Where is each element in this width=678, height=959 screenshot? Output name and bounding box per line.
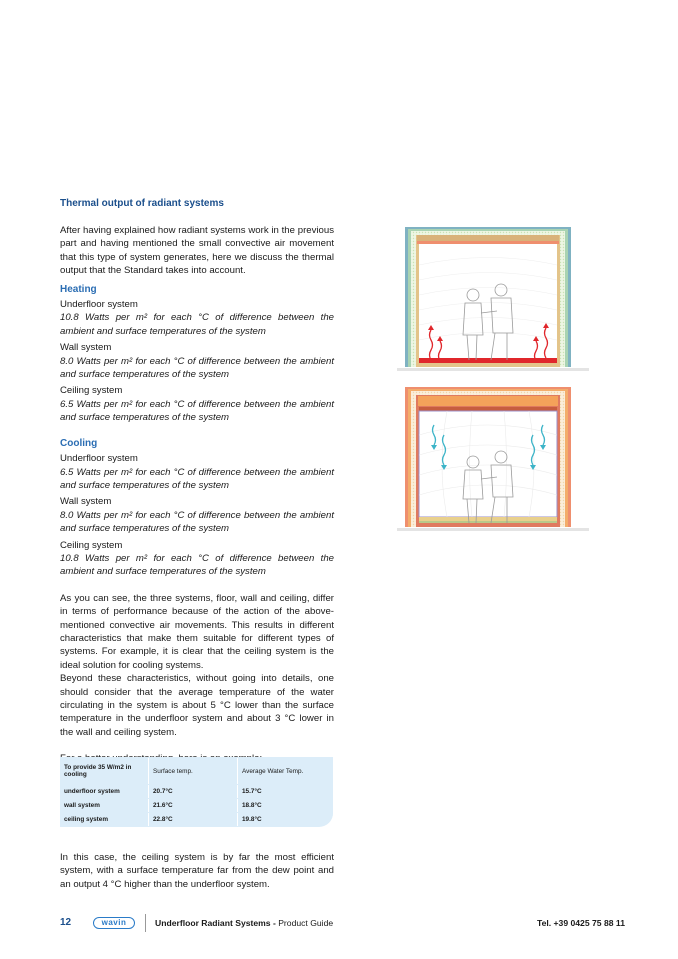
document-title-bold: Underfloor Radiant Systems - bbox=[155, 918, 279, 928]
example-table bbox=[60, 757, 333, 827]
table-cell: 18.8°C bbox=[238, 799, 333, 812]
conclusion-paragraph: In this case, the ceiling system is by far the most efficient system, with a surface temperature far from the dew point and an output 4 °C higher than the underfloor system. bbox=[60, 852, 334, 890]
body-paragraph-1: As you can see, the three systems, floor, wall and ceiling, differ in terms of performance because of the action of the above-mentioned convective air movements. This results in different characteristics that make them suitable for different types of systems. For example, it is clear that the ceiling system is the ideal solution for cooling systems. bbox=[60, 592, 334, 671]
heating-wall-desc: 8.0 Watts per m² for each °C of difference between the ambient and surface temperatures of the system bbox=[60, 355, 334, 381]
footer-divider bbox=[145, 914, 146, 932]
document-title bbox=[155, 918, 333, 928]
table-cell: wall system bbox=[60, 799, 149, 812]
cooling-underfloor-name: Underfloor system bbox=[60, 453, 138, 465]
table-header-row bbox=[60, 758, 333, 784]
table-header-cell: Surface temp. bbox=[149, 758, 238, 784]
table-row bbox=[60, 785, 333, 798]
table-cell: 20.7°C bbox=[149, 785, 238, 798]
table-header-cell: To provide 35 W/m2 in cooling bbox=[60, 758, 149, 784]
heating-underfloor-name: Underfloor system bbox=[60, 299, 138, 311]
heating-ceiling-name: Ceiling system bbox=[60, 385, 123, 397]
intro-paragraph: After having explained how radiant systems work in the previous part and having mentioned the small convective air movement that this type of system generates, here we discuss the thermal output that the Standard takes into account. bbox=[60, 225, 334, 277]
page-footer bbox=[60, 917, 625, 931]
table-cell: underfloor system bbox=[60, 785, 149, 798]
cooling-underfloor-desc: 6.5 Watts per m² for each °C of difference between the ambient and surface temperatures of the system bbox=[60, 466, 334, 491]
heating-wall-name: Wall system bbox=[60, 342, 112, 354]
table-cell: ceiling system bbox=[60, 813, 149, 826]
table-header-cell: Average Water Temp. bbox=[238, 758, 333, 784]
text-column bbox=[60, 224, 334, 766]
cooling-room-diagram bbox=[397, 385, 589, 535]
table-row bbox=[60, 813, 333, 826]
heating-underfloor-desc: 10.8 Watts per m² for each °C of difference between the ambient and surface temperatures of the system bbox=[60, 312, 334, 337]
heating-ceiling-desc: 6.5 Watts per m² for each °C of difference between the ambient and surface temperatures of the system bbox=[60, 398, 334, 424]
table-cell: 22.8°C bbox=[149, 813, 238, 826]
cooling-ceiling-desc: 10.8 Watts per m² for each °C of difference between the ambient and surface temperatures of the system bbox=[60, 552, 334, 578]
cooling-wall-desc: 8.0 Watts per m² for each °C of difference between the ambient and surface temperatures of the system bbox=[60, 509, 334, 535]
cooling-ceiling-name: Ceiling system bbox=[60, 539, 123, 551]
table-cell: 15.7°C bbox=[238, 785, 333, 798]
cooling-heading: Cooling bbox=[60, 437, 98, 449]
page-number: 12 bbox=[60, 917, 72, 928]
cooling-wall-name: Wall system bbox=[60, 496, 112, 508]
phone-number: Tel. +39 0425 75 88 11 bbox=[536, 918, 625, 928]
body-paragraph-2: Beyond these characteristics, without going into details, one should consider that the average temperature of the water circulating in the system is about 5 °C lower than the surface temperature in the underfloor system and about 3 °C lower in the wall and ceiling system. bbox=[60, 673, 334, 738]
table-cell: 21.6°C bbox=[149, 799, 238, 812]
heating-list bbox=[60, 298, 334, 425]
table-cell: 19.8°C bbox=[238, 813, 333, 826]
document-title-rest: Product Guide bbox=[278, 918, 334, 928]
section-title: Thermal output of radiant systems bbox=[60, 198, 224, 209]
wavin-logo: wavin bbox=[93, 917, 135, 929]
example-table-wrapper bbox=[60, 757, 333, 827]
table-row bbox=[60, 799, 333, 812]
heating-heading: Heating bbox=[60, 283, 97, 295]
heating-room-diagram bbox=[397, 225, 589, 375]
cooling-list bbox=[60, 452, 334, 579]
